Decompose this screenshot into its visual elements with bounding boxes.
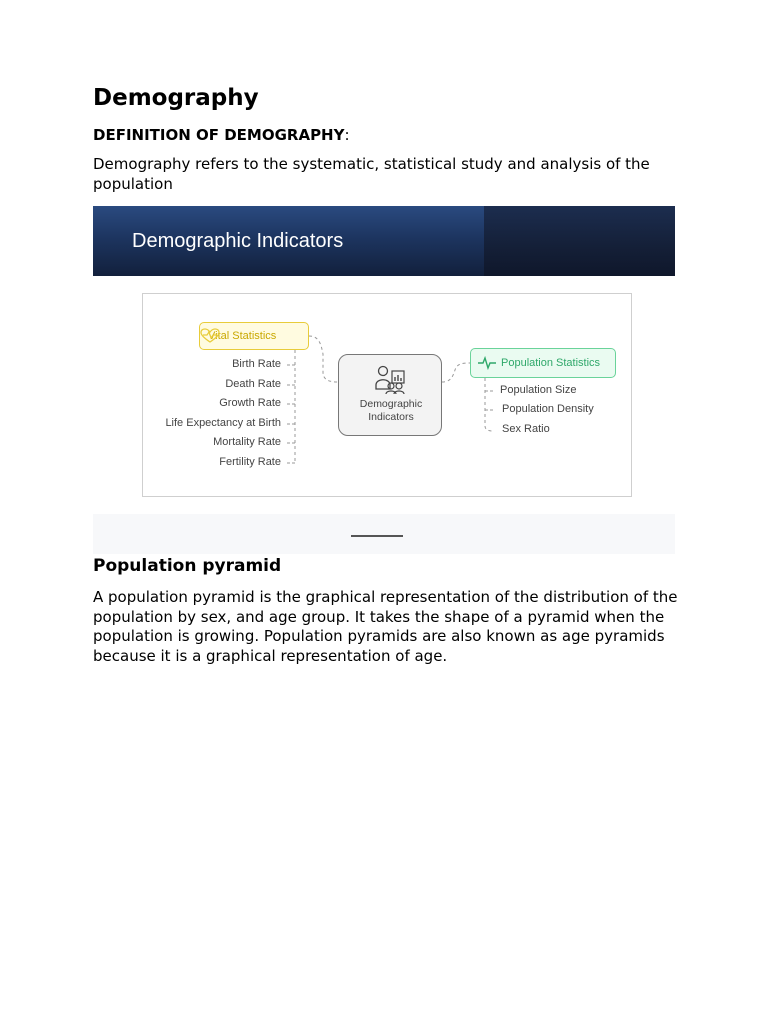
center-label-line2: Indicators xyxy=(368,411,414,423)
vital-item: Death Rate xyxy=(225,378,281,390)
banner-title: Demographic Indicators xyxy=(132,230,344,252)
section-paragraph: A population pyramid is the graphical representation of the distribution of the population by sex, and age group. It takes the shape of a pyramid when the population is growing. Population pyramids are also known as age pyramids because it is a graphical representation of age. xyxy=(93,588,678,665)
center-label xyxy=(339,398,443,424)
pulse-icon xyxy=(477,356,497,370)
center-label-line1: Demographic xyxy=(359,398,423,410)
figure-banner xyxy=(93,206,675,276)
vital-item: Growth Rate xyxy=(219,397,281,409)
vital-statistics-node xyxy=(199,322,309,350)
population-statistics-node xyxy=(470,348,616,378)
heartbeat-icon xyxy=(200,328,220,344)
definition-heading xyxy=(93,126,350,144)
demographic-indicators-diagram xyxy=(142,293,632,497)
vital-statistics-label: Vital Statistics xyxy=(208,330,277,342)
banner-dark-panel xyxy=(484,206,675,276)
separator-line xyxy=(351,535,403,537)
vital-item: Birth Rate xyxy=(232,358,281,370)
intro-paragraph: Demography refers to the systematic, statistical study and analysis of the population xyxy=(93,155,650,193)
section-heading: Population pyramid xyxy=(93,556,282,576)
demographic-indicators-node xyxy=(338,354,442,436)
population-item: Sex Ratio xyxy=(502,423,550,435)
population-item: Population Size xyxy=(500,384,577,396)
population-statistics-label: Population Statistics xyxy=(501,357,601,369)
people-chart-icon xyxy=(374,365,408,395)
definition-label: DEFINITION OF DEMOGRAPHY xyxy=(93,126,345,144)
population-item: Population Density xyxy=(502,403,594,415)
vital-item: Life Expectancy at Birth xyxy=(165,417,281,429)
separator-strip xyxy=(93,514,675,554)
vital-item: Mortality Rate xyxy=(213,436,281,448)
definition-suffix: : xyxy=(344,126,350,144)
page-title: Demography xyxy=(93,85,259,111)
vital-item: Fertility Rate xyxy=(219,456,281,468)
